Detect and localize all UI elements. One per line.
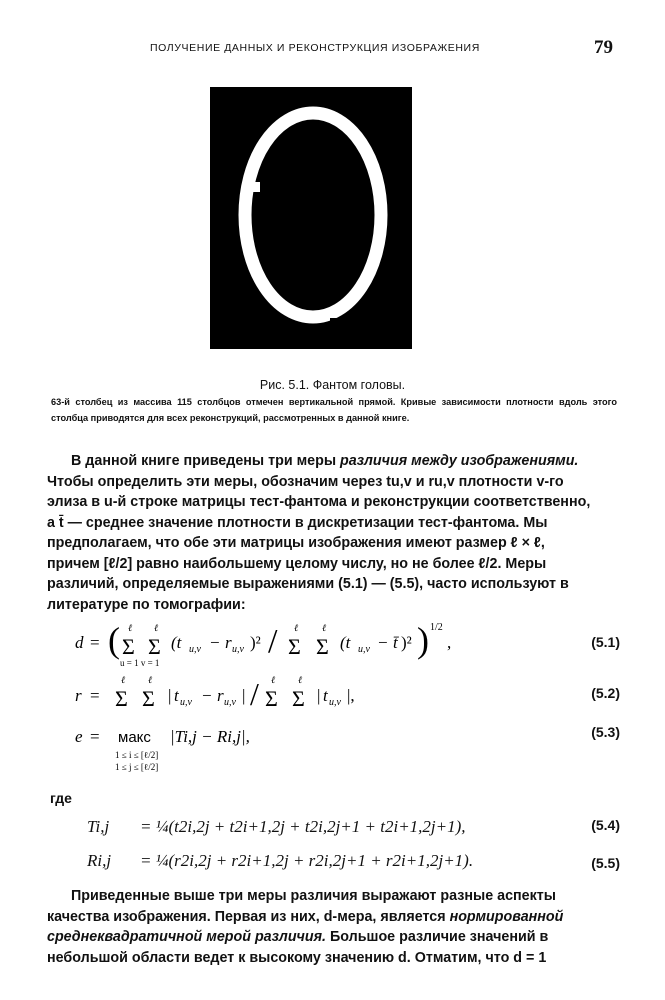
text-line: среднеквадратичной мерой различия. Большое различие значений в xyxy=(47,929,549,945)
eq1-limits: u = 1 v = 1 xyxy=(120,658,160,668)
svg-text:(t: (t xyxy=(340,633,351,652)
svg-text:ℓ: ℓ xyxy=(128,623,133,634)
svg-text:u,v: u,v xyxy=(358,644,370,655)
svg-text:Σ: Σ xyxy=(148,634,161,659)
svg-text:(: ( xyxy=(108,620,120,660)
svg-text:t: t xyxy=(323,686,328,705)
svg-text:): ) xyxy=(417,620,429,660)
svg-text:−: − xyxy=(202,686,212,705)
svg-text:Σ: Σ xyxy=(115,686,128,711)
eq3-lhs: e xyxy=(75,727,83,746)
eq1-exponent: 1/2 xyxy=(430,622,443,633)
svg-text:Σ: Σ xyxy=(142,686,155,711)
equation-number: (5.4) xyxy=(591,817,620,833)
eq3-condition-j: 1 ≤ j ≤ [ℓ/2] xyxy=(115,762,159,772)
eq3-max-operator: макс xyxy=(118,729,151,746)
term-normalized: нормированной xyxy=(449,908,564,925)
svg-text:=: = xyxy=(90,633,100,652)
svg-text:|: | xyxy=(168,686,172,705)
svg-text:(t: (t xyxy=(171,633,182,652)
svg-text:Σ: Σ xyxy=(316,634,329,659)
svg-text:u,v: u,v xyxy=(329,697,341,708)
equation-number: (5.3) xyxy=(591,724,620,740)
equation-5-2 xyxy=(60,673,620,721)
text-line: литературе по томографии: xyxy=(47,596,246,613)
equation-5-4 xyxy=(60,815,620,843)
skull-notch xyxy=(330,318,342,326)
where-label: где xyxy=(50,790,72,806)
svg-text:ℓ: ℓ xyxy=(121,675,126,686)
svg-text:u,v: u,v xyxy=(232,644,244,655)
text-line: а t̄ — среднее значение плотности в дискретизации тест-фантома. Мы xyxy=(47,514,548,531)
eq2-lhs: r xyxy=(75,686,82,705)
equation-5-2-formula xyxy=(60,673,560,721)
text-line: различий, определяемые выражениями (5.1) — (5.5), часто используют в xyxy=(47,576,569,592)
svg-text:−: − xyxy=(210,633,220,652)
svg-text:ℓ: ℓ xyxy=(298,675,303,686)
eq5-lhs: Ri,j xyxy=(87,851,112,870)
equation-number: (5.5) xyxy=(591,855,620,871)
text-line: предполагаем, что обе эти матрицы изображения имеют размер ℓ × ℓ, xyxy=(47,535,545,551)
text-line: небольшой области ведет к высокому значению d. Отматим, что d = 1 xyxy=(47,949,547,966)
text-line: элиза в u-й строке матрицы тест-фантома и реконструкции соответственно, xyxy=(47,494,591,510)
svg-text:ℓ: ℓ xyxy=(294,623,299,634)
equation-number: (5.2) xyxy=(591,685,620,701)
svg-text:t̄: t̄ xyxy=(393,633,398,652)
svg-text:r: r xyxy=(225,633,232,652)
text-line: качества изображения. Первая из них, d-мера, является нормированной xyxy=(47,908,564,925)
running-head: ПОЛУЧЕНИЕ ДАННЫХ И РЕКОНСТРУКЦИЯ ИЗОБРАЖЕНИЯ xyxy=(150,42,480,54)
svg-text:/: / xyxy=(268,623,278,660)
svg-text:=: = xyxy=(90,686,100,705)
svg-text:Σ: Σ xyxy=(288,634,301,659)
text-line: Приведенные выше три меры различия выражают разные аспекты xyxy=(71,888,556,904)
svg-text:u,v: u,v xyxy=(180,697,192,708)
svg-text:t: t xyxy=(174,686,179,705)
equation-5-1-formula xyxy=(60,618,560,668)
svg-text:ℓ: ℓ xyxy=(154,623,159,634)
equation-5-3-formula xyxy=(60,722,560,778)
svg-text:Σ: Σ xyxy=(122,634,135,659)
eq1-lhs: d xyxy=(75,633,84,652)
svg-text:/: / xyxy=(250,676,259,712)
svg-text:)²: )² xyxy=(250,633,261,652)
equation-5-1 xyxy=(60,618,620,668)
eq4-lhs: Ti,j xyxy=(87,817,110,836)
figure-title: Рис. 5.1. Фантом головы. xyxy=(259,378,406,392)
eq4-body: = ¼(t2i,2j + t2i+1,2j + t2i,2j+1 + t2i+1,2j+1), xyxy=(140,817,466,836)
svg-text:=: = xyxy=(90,727,100,746)
svg-text:ℓ: ℓ xyxy=(271,675,276,686)
head-phantom-image xyxy=(210,87,412,349)
svg-text:|,: |, xyxy=(347,686,355,705)
eq3-condition-i: 1 ≤ i ≤ [ℓ/2] xyxy=(115,750,159,760)
svg-text:ℓ: ℓ xyxy=(148,675,153,686)
svg-text:u,v: u,v xyxy=(189,644,201,655)
equation-5-5 xyxy=(60,849,620,877)
svg-text:Σ: Σ xyxy=(292,686,305,711)
equation-number: (5.1) xyxy=(591,634,620,650)
text-line: причем [ℓ/2] равно наибольшему целому числу, но не более ℓ/2. Меры xyxy=(47,555,547,572)
svg-text:|: | xyxy=(317,686,321,705)
svg-text:,: , xyxy=(447,633,452,652)
term-image-difference: различия между изображениями. xyxy=(340,453,579,469)
svg-text:)²: )² xyxy=(401,633,412,652)
term-rms-measure: среднеквадратичной мерой различия. xyxy=(47,929,327,945)
svg-text:u,v: u,v xyxy=(224,697,236,708)
svg-text:−: − xyxy=(378,633,388,652)
text-line: В данной книге приведены три меры различия между изображениями. xyxy=(71,453,579,469)
paragraph-d-measure xyxy=(47,886,617,968)
eq5-body: = ¼(r2i,2j + r2i+1,2j + r2i,2j+1 + r2i+1,2j+1). xyxy=(140,851,474,870)
skull-bump xyxy=(252,182,260,192)
equation-5-3 xyxy=(60,722,620,778)
eq3-body: |Ti,j − Ri,j|, xyxy=(170,727,250,746)
text-line: Чтобы определить эти меры, обозначим через tu,v и ru,v плотности v-го xyxy=(47,473,564,490)
svg-text:ℓ: ℓ xyxy=(322,623,327,634)
svg-text:Σ: Σ xyxy=(265,686,278,711)
svg-text:|: | xyxy=(242,686,246,705)
head-phantom-figure xyxy=(210,87,412,349)
figure-caption: 63-й столбец из массива 115 столбцов отмечен вертикальной прямой. Кривые зависимости плотности вдоль этого столбца приводятся для всех реконструкций, рассмотренных в данной книге. xyxy=(51,397,617,423)
page-number: 79 xyxy=(594,37,613,58)
paragraph-measures xyxy=(47,451,617,615)
svg-text:r: r xyxy=(217,686,224,705)
